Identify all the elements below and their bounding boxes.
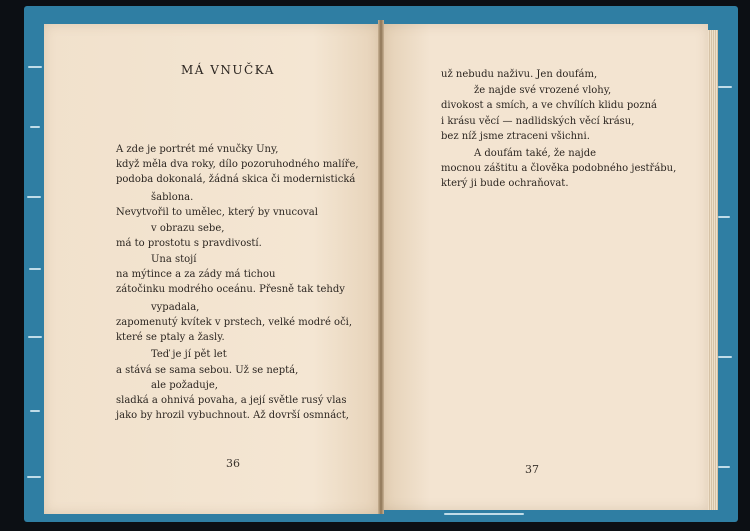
poem-line: a stává se sama sebou. Už se neptá, [116,365,299,376]
poem-line: podoba dokonalá, žádná skica či modernistická [116,174,356,185]
poem-line: zapomenutý kvítek v prstech, velké modré oči, [116,317,353,328]
cover-wave-pattern [444,513,524,515]
cover-wave-pattern [718,216,730,218]
cover-wave-pattern [30,410,40,412]
poem-line: sladká a ohnivá povaha, a její světle rusý vlas [116,395,347,406]
poem-line: mocnou záštitu a člověka podobného jestřábu, [441,163,677,174]
cover-wave-pattern [27,196,41,198]
cover-wave-pattern [28,66,42,68]
poem-line: zátočinku modrého oceánu. Přesně tak tehdy [116,284,345,295]
page-edges [708,30,718,510]
poem-title: MÁ VNUČKA [181,63,275,77]
cover-wave-pattern [27,476,41,478]
poem-line: že najde své vrozené vlohy, [474,85,612,96]
cover-wave-pattern [718,86,732,88]
poem-line: v obrazu sebe, [151,223,225,234]
poem-line: už nebudu naživu. Jen doufám, [441,69,598,80]
poem-line: které se ptaly a žasly. [116,332,225,343]
poem-line: Una stojí [151,254,197,265]
poem-line: A doufám také, že najde [474,148,597,159]
poem-line: ale požaduje, [151,380,218,391]
book-gutter [378,20,384,514]
poem-line: když měla dva roky, dílo pozoruhodného malíře, [116,159,359,170]
page-number-left: 36 [226,457,240,470]
cover-wave-pattern [718,356,732,358]
page-number-right: 37 [525,463,539,476]
poem-line: šablona. [151,192,194,203]
poem-line: Nevytvořil to umělec, který by vnucoval [116,207,318,218]
poem-line: vypadala, [151,302,200,313]
poem-line: na mýtince a za zády má tichou [116,269,276,280]
cover-wave-pattern [29,268,41,270]
poem-line: i krásu věcí — nadlidských věcí krásu, [441,116,635,127]
poem-line: má to prostotu s pravdivostí. [116,238,262,249]
poem-line: A zde je portrét mé vnučky Uny, [116,144,279,155]
poem-line: který ji bude ochraňovat. [441,178,569,189]
cover-wave-pattern [718,466,730,468]
cover-wave-pattern [28,336,42,338]
cover-wave-pattern [30,126,40,128]
poem-line: bez níž jsme ztraceni všichni. [441,131,590,142]
poem-line: Teď je jí pět let [151,349,227,360]
poem-line: divokost a smích, a ve chvílích klidu pozná [441,100,657,111]
poem-line: jako by hrozil vybuchnout. Až dovrší osmnáct, [116,410,349,421]
